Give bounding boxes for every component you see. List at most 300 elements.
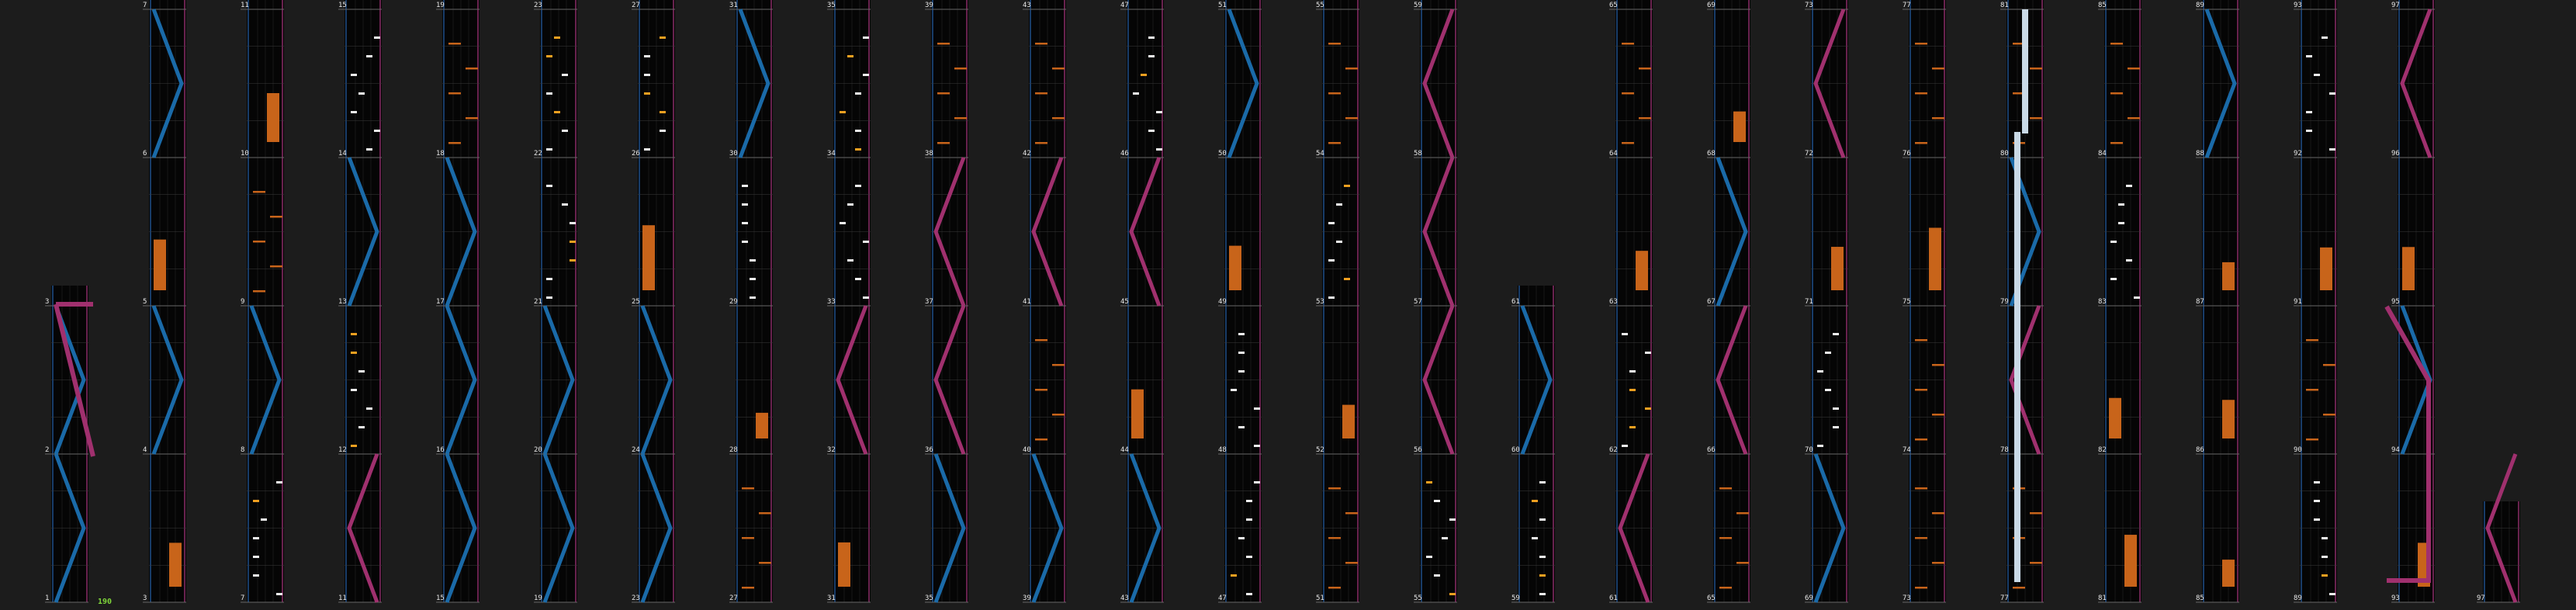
chip-note: [863, 36, 869, 39]
chip-note: [1141, 74, 1147, 76]
measure-number: 23: [534, 2, 542, 9]
measure-number: 39: [925, 2, 933, 9]
chip-note: [2306, 55, 2312, 57]
fx-chip-note: [1932, 562, 1944, 564]
fx-chip-note: [1736, 562, 1749, 564]
measure-number: 52: [1316, 446, 1324, 454]
measure-number: 35: [925, 594, 933, 602]
fx-hold-note: [1929, 228, 1941, 290]
measure-number: 31: [827, 594, 836, 602]
chip-note: [1238, 426, 1245, 428]
measure-number: 50: [1218, 150, 1227, 158]
measure-number: 5: [143, 298, 147, 306]
measure-number: 88: [2196, 150, 2204, 158]
chip-note: [1238, 370, 1245, 373]
fx-chip-note: [1035, 389, 1047, 391]
measure-number: 46: [1120, 150, 1129, 158]
measure-number: 55: [1414, 594, 1422, 602]
fx-chip-note: [1915, 142, 1927, 144]
measure-number: 11: [241, 2, 249, 9]
fx-hold-note: [154, 240, 166, 290]
fx-chip-note: [270, 265, 282, 268]
chip-note: [1148, 130, 1155, 132]
chip-note: [358, 370, 365, 373]
fx-chip-note: [1622, 92, 1634, 95]
chip-note: [276, 481, 282, 483]
fx-chip-note: [1932, 117, 1944, 120]
chip-note: [546, 92, 552, 95]
chip-note: [351, 74, 357, 76]
measure-number: 3: [45, 298, 50, 306]
fx-chip-note: [1035, 438, 1047, 441]
chip-note: [1817, 370, 1823, 373]
chip-note: [1539, 518, 1546, 521]
measure-number: 33: [827, 298, 836, 306]
lane-column: [241, 0, 284, 602]
chip-note: [1833, 333, 1839, 335]
measure-number: 15: [338, 2, 347, 9]
fx-chip-note: [448, 142, 461, 144]
fx-chip-note: [1915, 587, 1927, 589]
fx-hold-note: [1342, 405, 1355, 438]
chip-note: [546, 278, 552, 280]
chip-note: [1148, 36, 1155, 39]
measure-number: 64: [1609, 150, 1618, 158]
measure-number: 41: [1023, 298, 1031, 306]
measure-number: 92: [2294, 150, 2302, 158]
fx-chip-note: [1736, 512, 1749, 515]
measure-number: 36: [925, 446, 933, 454]
fx-chip-note: [1639, 117, 1651, 120]
fx-hold-note: [2222, 262, 2235, 290]
fx-chip-note: [2110, 142, 2123, 144]
chip-note: [644, 55, 650, 57]
chip-note: [253, 556, 259, 558]
measure-number: 23: [632, 594, 640, 602]
lane-column: [1511, 286, 1555, 602]
measure-number: 72: [1805, 150, 1813, 158]
fx-chip-note: [1345, 68, 1358, 70]
chip-note: [742, 185, 748, 187]
fx-chip-note: [1328, 43, 1341, 45]
fx-chip-note: [2128, 117, 2140, 120]
chip-note: [570, 241, 576, 243]
measure-number: 6: [143, 150, 147, 158]
measure-number: 73: [1805, 2, 1813, 9]
chip-note: [855, 130, 861, 132]
measure-number: 94: [2391, 446, 2400, 454]
chip-note: [1246, 500, 1252, 502]
fx-chip-note: [448, 92, 461, 95]
measure-number: 48: [1218, 446, 1227, 454]
chip-note: [1434, 500, 1440, 502]
measure-number: 81: [2000, 2, 2009, 9]
fx-hold-note: [756, 413, 768, 438]
chip-note: [847, 55, 853, 57]
long-note: [2022, 9, 2028, 133]
chip-note: [1833, 407, 1839, 410]
measure-number: 65: [1609, 2, 1618, 9]
measure-number: 10: [241, 150, 249, 158]
measure-number: 76: [1903, 150, 1911, 158]
chip-note: [1629, 426, 1636, 428]
chip-note: [2118, 203, 2124, 206]
measure-number: 4: [143, 446, 147, 454]
fx-hold-note: [2124, 535, 2137, 587]
measure-number: 61: [1609, 594, 1618, 602]
measure-number: 62: [1609, 446, 1618, 454]
chip-note: [2314, 500, 2320, 502]
chip-note: [1344, 278, 1350, 280]
chip-note: [351, 445, 357, 447]
measure-number: 87: [2196, 298, 2204, 306]
fx-chip-note: [1035, 142, 1047, 144]
measure-number: 77: [1903, 2, 1911, 9]
fx-chip-note: [1639, 68, 1651, 70]
chip-note: [546, 296, 552, 299]
fx-chip-note: [1328, 587, 1341, 589]
measure-number: 45: [1120, 298, 1129, 306]
measure-number: 40: [1023, 446, 1031, 454]
measure-number: 37: [925, 298, 933, 306]
chip-note: [2126, 185, 2132, 187]
lane-column: [45, 286, 88, 602]
chip-note: [1622, 445, 1628, 447]
fx-chip-note: [2323, 414, 2335, 416]
measure-number: 74: [1903, 446, 1911, 454]
chip-note: [1246, 518, 1252, 521]
chip-note: [253, 500, 259, 502]
chip-note: [742, 241, 748, 243]
chip-note: [546, 148, 552, 151]
fx-chip-note: [1915, 43, 1927, 45]
chip-note: [1539, 556, 1546, 558]
fx-chip-note: [2110, 92, 2123, 95]
measure-number: 69: [1805, 594, 1813, 602]
chip-note: [1254, 445, 1260, 447]
measure-number: 80: [2000, 150, 2009, 158]
chip-note: [546, 55, 552, 57]
measure-number: 85: [2196, 594, 2204, 602]
fx-chip-note: [2030, 562, 2042, 564]
chip-note: [2329, 148, 2335, 151]
fx-chip-note: [2030, 117, 2042, 120]
fx-chip-note: [1719, 587, 1732, 589]
fx-hold-note: [642, 225, 655, 290]
chip-note: [2110, 278, 2117, 280]
measure-number: 24: [632, 446, 640, 454]
measure-number: 93: [2391, 594, 2400, 602]
measure-number: 47: [1120, 2, 1129, 9]
chip-note: [351, 389, 357, 391]
fx-chip-note: [937, 92, 950, 95]
fx-chip-note: [1932, 512, 1944, 515]
fx-chip-note: [2030, 512, 2042, 515]
chip-note: [1434, 574, 1440, 577]
chip-note: [1246, 556, 1252, 558]
measure-number: 9: [241, 298, 245, 306]
measure-number: 28: [729, 446, 738, 454]
chip-note: [351, 333, 357, 335]
measure-number: 79: [2000, 298, 2009, 306]
chip-note: [1254, 481, 1260, 483]
measure-number: 43: [1023, 2, 1031, 9]
measure-number: 58: [1414, 150, 1422, 158]
chip-note: [1825, 389, 1831, 391]
chip-note: [847, 203, 853, 206]
measure-number: 20: [534, 446, 542, 454]
chip-note: [351, 352, 357, 354]
fx-chip-note: [1052, 414, 1065, 416]
measure-number: 29: [729, 298, 738, 306]
chip-note: [660, 36, 666, 39]
chip-note: [554, 111, 560, 113]
chip-note: [374, 36, 380, 39]
measure-number: 1: [45, 594, 50, 602]
fx-hold-note: [2109, 398, 2121, 438]
measure-number: 44: [1120, 446, 1129, 454]
lane-column: [143, 0, 186, 602]
fx-chip-note: [954, 117, 967, 120]
chip-note: [2118, 222, 2124, 224]
chip-note: [742, 222, 748, 224]
chip-note: [358, 92, 365, 95]
measure-number: 54: [1316, 150, 1324, 158]
chip-note: [2306, 130, 2312, 132]
fx-hold-note: [2222, 400, 2235, 438]
fx-chip-note: [448, 43, 461, 45]
measure-number: 89: [2196, 2, 2204, 9]
measure-number: 75: [1903, 298, 1911, 306]
measure-number: 83: [2098, 298, 2107, 306]
measure-number: 89: [2294, 594, 2302, 602]
chip-note: [660, 111, 666, 113]
fx-chip-note: [1622, 43, 1634, 45]
measure-number: 90: [2294, 446, 2302, 454]
chip-note: [855, 148, 861, 151]
measure-number: 11: [338, 594, 347, 602]
fx-hold-note: [838, 542, 850, 587]
measure-number: 43: [1120, 594, 1129, 602]
chip-note: [863, 74, 869, 76]
measure-number: 16: [436, 446, 445, 454]
fx-chip-note: [2030, 68, 2042, 70]
measure-number: 8: [241, 446, 245, 454]
fx-hold-note: [2402, 247, 2415, 290]
fx-chip-note: [1915, 92, 1927, 95]
measure-number: 17: [436, 298, 445, 306]
chip-note: [562, 130, 568, 132]
chip-note: [1336, 241, 1342, 243]
measure-number: 22: [534, 150, 542, 158]
fx-chip-note: [1328, 142, 1341, 144]
fx-chip-note: [1915, 339, 1927, 341]
measure-number: 32: [827, 446, 836, 454]
measure-number: 19: [436, 2, 445, 9]
measure-number: 78: [2000, 446, 2009, 454]
fx-chip-note: [253, 241, 265, 243]
fx-chip-note: [1719, 537, 1732, 539]
fx-chip-note: [742, 537, 754, 539]
chip-note: [358, 426, 365, 428]
lane-column: [2477, 454, 2520, 602]
chip-note: [253, 574, 259, 577]
chip-note: [660, 130, 666, 132]
fx-hold-note: [169, 542, 182, 587]
measure-number: 56: [1414, 446, 1422, 454]
measure-number: 84: [2098, 150, 2107, 158]
fx-chip-note: [759, 512, 771, 515]
measure-number: 7: [143, 2, 147, 9]
chip-note: [570, 259, 576, 262]
measure-number: 59: [1414, 2, 1422, 9]
chip-note: [2322, 537, 2328, 539]
fx-chip-note: [1035, 339, 1047, 341]
chip-note: [1328, 222, 1335, 224]
fx-chip-note: [1622, 142, 1634, 144]
measure-number: 66: [1707, 446, 1716, 454]
fx-chip-note: [253, 191, 265, 193]
long-note: [2014, 132, 2020, 582]
fx-chip-note: [253, 290, 265, 293]
fx-chip-note: [2306, 339, 2318, 341]
measure-number: 25: [632, 298, 640, 306]
fx-chip-note: [1035, 43, 1047, 45]
chip-note: [1622, 333, 1628, 335]
fx-chip-note: [1035, 92, 1047, 95]
measure-number: 68: [1707, 150, 1716, 158]
measure-number: 3: [143, 594, 147, 602]
fx-chip-note: [1328, 537, 1341, 539]
chip-note: [1344, 185, 1350, 187]
chip-note: [863, 241, 869, 243]
chip-note: [1156, 111, 1162, 113]
chip-note: [253, 537, 259, 539]
fx-chip-note: [466, 68, 478, 70]
measure-number: 97: [2477, 594, 2485, 602]
measure-number: 13: [338, 298, 347, 306]
chip-note: [1231, 574, 1237, 577]
chip-note: [366, 55, 372, 57]
measure-number: 67: [1707, 298, 1716, 306]
fx-chip-note: [1052, 364, 1065, 366]
fx-hold-note: [1131, 390, 1144, 438]
chip-note: [374, 130, 380, 132]
chip-note: [1336, 203, 1342, 206]
chip-note: [2329, 92, 2335, 95]
measure-number: 69: [1707, 2, 1716, 9]
chip-note: [1156, 148, 1162, 151]
fx-chip-note: [1328, 487, 1341, 490]
fx-chip-note: [1052, 68, 1065, 70]
chip-note: [1645, 352, 1651, 354]
measure-number: 21: [534, 298, 542, 306]
measure-number: 26: [632, 150, 640, 158]
chip-note: [863, 296, 869, 299]
chip-note: [2314, 74, 2320, 76]
chip-note: [546, 185, 552, 187]
chip-note: [1629, 370, 1636, 373]
measure-number: 82: [2098, 446, 2107, 454]
chip-note: [1532, 500, 1538, 502]
chip-note: [1238, 333, 1245, 335]
chip-note: [840, 222, 846, 224]
measure-number: 19: [534, 594, 542, 602]
chip-note: [750, 259, 756, 262]
chip-note: [366, 148, 372, 151]
chip-note: [276, 593, 282, 595]
fx-chip-note: [742, 587, 754, 589]
fx-chip-note: [759, 562, 771, 564]
chip-note: [1148, 55, 1155, 57]
fx-hold-note: [2320, 248, 2332, 290]
measure-number: 42: [1023, 150, 1031, 158]
chip-note: [1539, 574, 1546, 577]
measure-number: 91: [2294, 298, 2302, 306]
chip-note: [855, 185, 861, 187]
measure-number: 61: [1511, 298, 1520, 306]
chip-note: [2134, 296, 2140, 299]
measure-number: 15: [436, 594, 445, 602]
chip-note: [1833, 426, 1839, 428]
measure-number: 7: [241, 594, 245, 602]
measure-number: 97: [2391, 2, 2400, 9]
fx-chip-note: [1915, 487, 1927, 490]
chip-note: [1449, 518, 1456, 521]
chip-note: [1426, 481, 1432, 483]
measure-number: 65: [1707, 594, 1716, 602]
chip-note: [855, 92, 861, 95]
measure-number: 51: [1218, 2, 1227, 9]
measure-number: 71: [1805, 298, 1813, 306]
chip-note: [1532, 537, 1538, 539]
measure-number: 31: [729, 2, 738, 9]
bpm-label: 190: [98, 598, 113, 606]
fx-chip-note: [2306, 389, 2318, 391]
chip-note: [2306, 111, 2312, 113]
measure-number: 27: [729, 594, 738, 602]
chip-note: [562, 203, 568, 206]
chip-note: [2322, 556, 2328, 558]
fx-hold-note: [1831, 247, 1844, 290]
measure-number: 95: [2391, 298, 2400, 306]
fx-chip-note: [2323, 364, 2335, 366]
fx-chip-note: [937, 43, 950, 45]
chip-note: [261, 518, 267, 521]
chip-note: [644, 148, 650, 151]
measure-number: 27: [632, 2, 640, 9]
fx-chip-note: [2128, 68, 2140, 70]
chip-note: [2110, 241, 2117, 243]
chip-note: [855, 278, 861, 280]
measure-number: 30: [729, 150, 738, 158]
fx-hold-note: [1636, 251, 1648, 290]
fx-chip-note: [1932, 364, 1944, 366]
fx-chip-note: [937, 142, 950, 144]
chip-note: [1426, 556, 1432, 558]
measure-number: 55: [1316, 2, 1324, 9]
measure-number: 53: [1316, 298, 1324, 306]
chip-note: [366, 407, 372, 410]
chip-note: [1238, 352, 1245, 354]
fx-chip-note: [2306, 438, 2318, 441]
fx-chip-note: [1052, 117, 1065, 120]
chip-note: [644, 74, 650, 76]
chip-note: [1231, 389, 1237, 391]
measure-number: 81: [2098, 594, 2107, 602]
chip-note: [644, 92, 650, 95]
fx-chip-note: [1328, 92, 1341, 95]
